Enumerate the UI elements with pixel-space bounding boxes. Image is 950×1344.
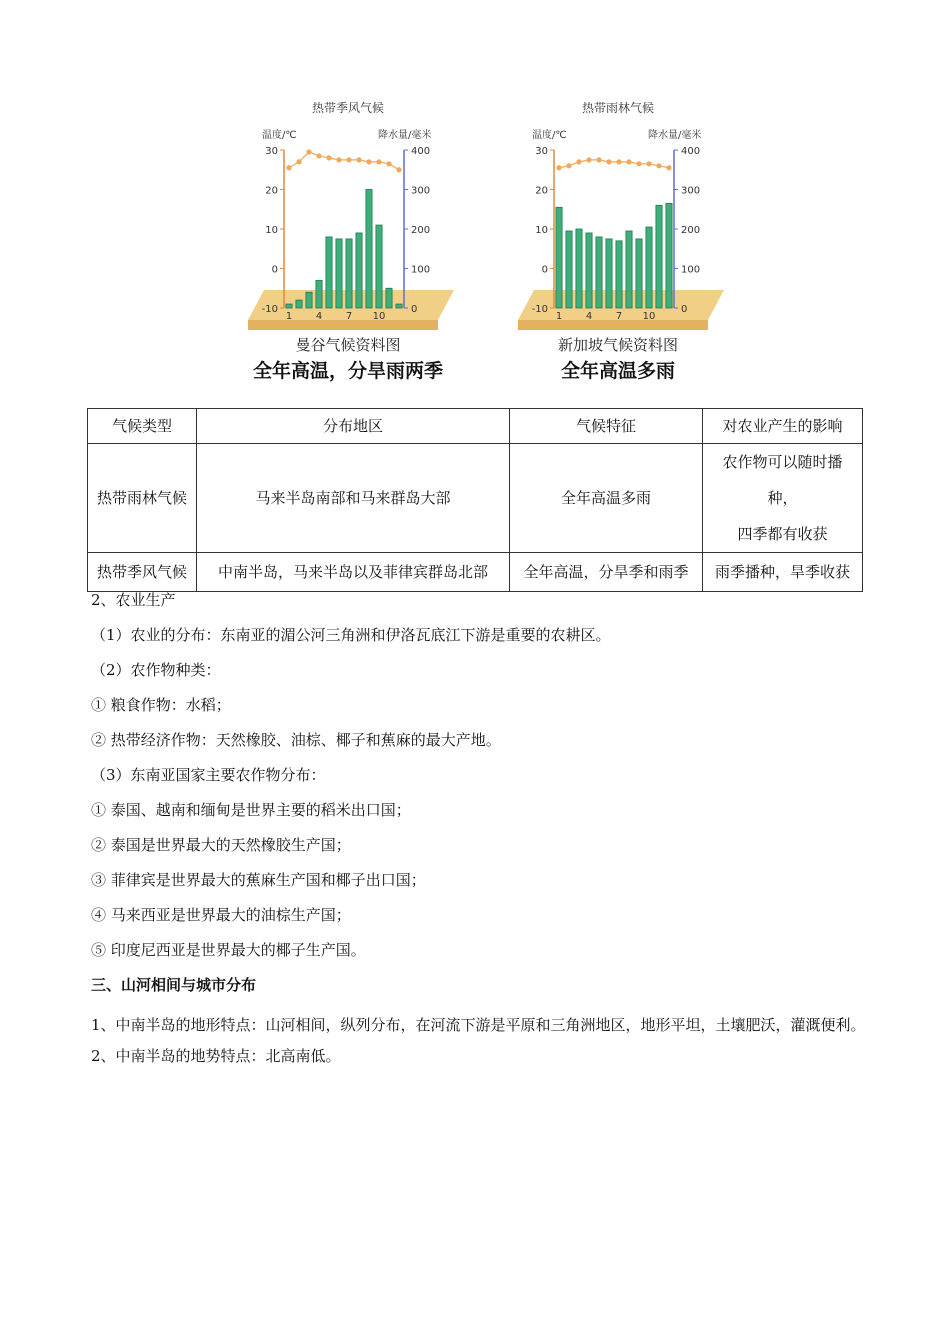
cell-region: 马来半岛南部和马来群岛大部 (197, 444, 510, 553)
precip-bar (666, 203, 672, 308)
table-header-row (88, 409, 863, 444)
left-axis-label: 温度/℃ (532, 130, 567, 141)
temp-point (346, 157, 351, 162)
temp-point (596, 157, 601, 162)
temp-point (356, 157, 361, 162)
cell-feature: 全年高温多雨 (510, 444, 703, 553)
x-tick-label: 4 (585, 311, 593, 322)
left-tick-label: 0 (271, 264, 278, 276)
precip-bar (386, 288, 392, 308)
precip-bar (656, 205, 662, 308)
precip-bar (316, 280, 322, 308)
right-tick-label: 0 (411, 304, 418, 315)
impact-line: 四季都有收获 (737, 525, 828, 543)
cell-impact: 雨季播种，旱季收获 (703, 553, 863, 592)
table-row (88, 553, 863, 592)
chart-base-front (518, 320, 708, 330)
header-feature: 气候特征 (510, 409, 703, 444)
precip-bar (286, 304, 292, 308)
precip-bar (306, 292, 312, 308)
temp-point (556, 165, 561, 170)
paragraph: 2、中南半岛的地势特点：北高南低。 (91, 1047, 341, 1065)
cell-region: 中南半岛，马来半岛以及菲律宾群岛北部 (197, 553, 510, 592)
cell-climate-type: 热带季风气候 (88, 553, 197, 592)
singapore-chart-caption: 新加坡气候资料图 (557, 336, 678, 354)
precip-bar (576, 229, 582, 308)
section-title: 三、山河相间与城市分布 (91, 976, 257, 994)
header-climate-type: 气候类型 (88, 409, 197, 444)
precip-bar (346, 239, 352, 308)
temp-point (586, 157, 591, 162)
x-tick-label: 10 (642, 311, 656, 322)
section-heading: 2、农业生产 (91, 591, 176, 609)
right-tick-label: 400 (411, 146, 431, 157)
precip-bar (626, 231, 632, 308)
climate-table (87, 408, 863, 592)
singapore-chart-svg (508, 96, 728, 336)
left-tick-label: -10 (261, 304, 278, 315)
list-item: ④ 马来西亚是世界最大的油棕生产国； (91, 906, 351, 924)
right-axis-label: 降水量/毫米 (648, 130, 702, 141)
bangkok-chart-svg (238, 96, 458, 336)
left-tick-label: -10 (531, 304, 548, 315)
precip-bar (606, 239, 612, 308)
temp-point (646, 161, 651, 166)
temp-point (286, 165, 291, 170)
right-tick-label: 400 (681, 146, 701, 157)
right-tick-label: 100 (411, 264, 431, 276)
left-axis-label: 温度/℃ (262, 130, 297, 141)
precip-bar (646, 227, 652, 308)
impact-line: 种， (767, 489, 798, 507)
precip-bar (356, 233, 362, 308)
temp-point (386, 161, 391, 166)
x-tick-label: 4 (315, 311, 323, 322)
right-tick-label: 0 (681, 304, 688, 315)
temp-point (636, 161, 641, 166)
header-region: 分布地区 (197, 409, 510, 444)
list-item: ③ 菲律宾是世界最大的蕉麻生产国和椰子出口国； (91, 871, 426, 889)
body-text (91, 588, 871, 1079)
temp-point (656, 163, 661, 168)
temp-point (616, 159, 621, 164)
x-tick-label: 7 (345, 311, 353, 322)
right-tick-label: 200 (411, 225, 431, 236)
x-tick-label: 1 (285, 311, 293, 322)
temp-line (559, 160, 669, 168)
precip-bar (296, 300, 302, 308)
paragraph: （3）东南亚国家主要农作物分布： (91, 766, 326, 784)
right-tick-label: 100 (681, 264, 701, 276)
cell-impact (703, 444, 863, 553)
bangkok-climate-chart (238, 96, 458, 386)
precip-bar (636, 239, 642, 308)
precip-bar (616, 241, 622, 308)
precip-bar (596, 237, 602, 308)
precip-bar (366, 190, 372, 309)
right-tick-label: 200 (681, 225, 701, 236)
x-tick-label: 10 (372, 311, 386, 322)
temp-line (289, 152, 399, 170)
precip-bar (566, 231, 572, 308)
left-tick-label: 20 (265, 185, 278, 197)
temp-point (336, 157, 341, 162)
impact-line: 农作物可以随时播 (722, 453, 843, 471)
right-axis-label: 降水量/毫米 (378, 130, 432, 141)
chart-title: 热带季风气候 (311, 101, 385, 115)
cell-climate-type: 热带雨林气候 (88, 444, 197, 553)
chart-title: 热带雨林气候 (581, 101, 655, 115)
temp-point (316, 153, 321, 158)
temp-point (606, 159, 611, 164)
precip-bar (336, 239, 342, 308)
x-tick-label: 1 (555, 311, 563, 322)
chart-base-front (248, 320, 438, 330)
table-row (88, 444, 863, 553)
cell-feature: 全年高温，分旱季和雨季 (510, 553, 703, 592)
list-item: ① 粮食作物：水稻； (91, 696, 231, 714)
temp-point (326, 155, 331, 160)
bangkok-chart-caption: 曼谷气候资料图 (295, 336, 401, 354)
paragraph: （1）农业的分布：东南亚的湄公河三角洲和伊洛瓦底江下游是重要的农耕区。 (91, 626, 611, 644)
left-tick-label: 20 (535, 185, 548, 197)
temp-point (306, 149, 311, 154)
temp-point (396, 167, 401, 172)
x-tick-label: 7 (615, 311, 623, 322)
temp-point (366, 159, 371, 164)
precip-bar (586, 233, 592, 308)
left-tick-label: 30 (265, 146, 278, 157)
temp-point (376, 159, 381, 164)
precip-bar (376, 225, 382, 308)
singapore-climate-chart (508, 96, 728, 386)
right-tick-label: 300 (681, 185, 701, 197)
paragraph: （2）农作物种类： (91, 661, 221, 679)
list-item: ⑤ 印度尼西亚是世界最大的椰子生产国。 (91, 941, 366, 959)
temp-point (296, 159, 301, 164)
list-item: ① 泰国、越南和缅甸是世界主要的稻米出口国； (91, 801, 411, 819)
right-tick-label: 300 (411, 185, 431, 197)
bangkok-chart-subcaption: 全年高温，分旱雨两季 (252, 360, 443, 382)
precip-bar (556, 207, 562, 308)
paragraph: 1、中南半岛的地形特点：山河相间，纵列分布，在河流下游是平原和三角洲地区，地形平坦，土壤肥沃，灌溉便利。 (91, 1016, 866, 1034)
left-tick-label: 30 (535, 146, 548, 157)
temp-point (566, 163, 571, 168)
list-item: ② 热带经济作物：天然橡胶、油棕、椰子和蕉麻的最大产地。 (91, 731, 501, 749)
header-impact: 对农业产生的影响 (703, 409, 863, 444)
singapore-chart-subcaption: 全年高温多雨 (560, 360, 675, 382)
left-tick-label: 10 (265, 225, 278, 236)
left-tick-label: 10 (535, 225, 548, 236)
left-tick-label: 0 (541, 264, 548, 276)
precip-bar (326, 237, 332, 308)
temp-point (666, 165, 671, 170)
climate-charts (238, 96, 718, 386)
temp-point (626, 159, 631, 164)
temp-point (576, 159, 581, 164)
precip-bar (396, 304, 402, 308)
list-item: ② 泰国是世界最大的天然橡胶生产国； (91, 836, 351, 854)
